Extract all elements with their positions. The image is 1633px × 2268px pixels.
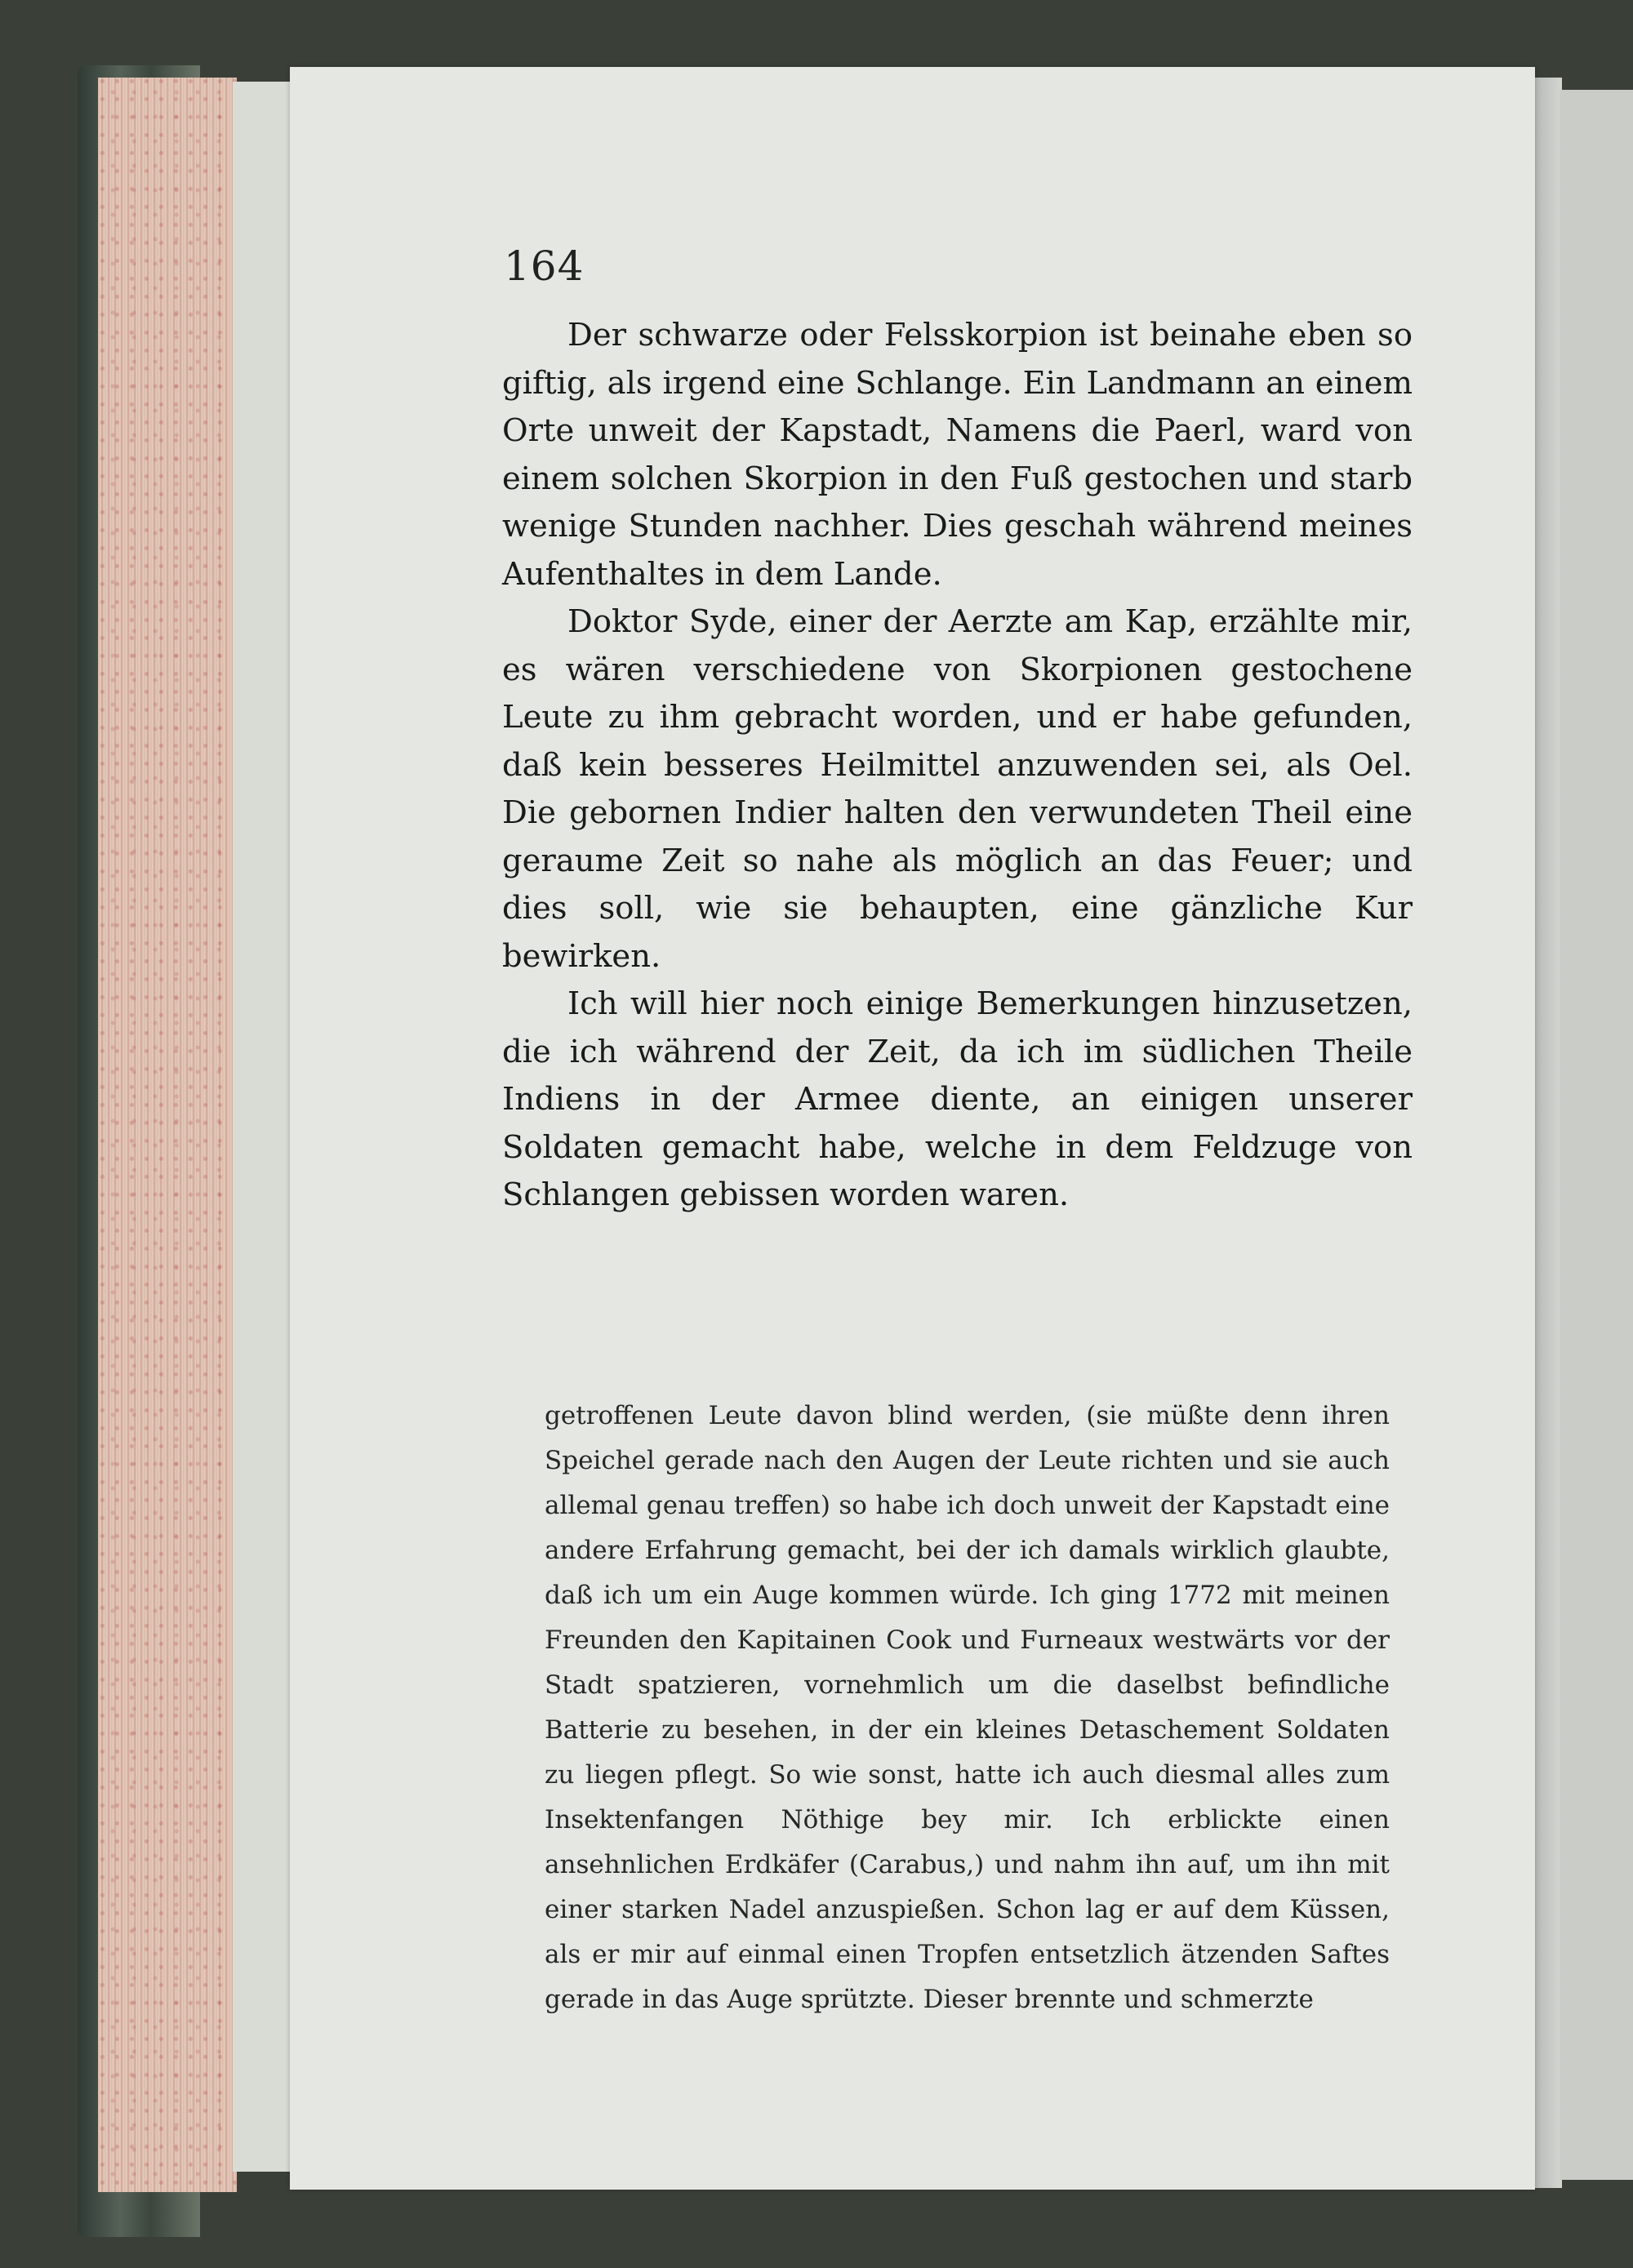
- facing-page-edge: [1560, 90, 1633, 2180]
- paragraph-2: Doktor Syde, einer der Aerzte am Kap, erzählte mir, es wären verschiedene von Skorpionen gestochene Leute zu ihm gebracht worden, und er habe gefunden, daß kein besseres Heilmittel anzuwenden sei, als Oel. Die gebornen Indier halten den verwundeten Theil eine geraume Zeit so nahe als möglich an das Feuer; und dies soll, wie sie behaupten, eine gänzliche Kur bewirken.: [502, 603, 1413, 975]
- underlying-page: [233, 82, 298, 2172]
- page-number: 164: [504, 242, 585, 290]
- footnote-text: getroffenen Leute davon blind werden, (sie müßte denn ihren Speichel gerade nach den Augen der Leute richten und sie auch allemal genau treffen) so habe ich doch unweit der Kapstadt eine andere Erfahrung gemacht, bei der ich damals wirklich glaubte, daß ich um ein Auge kommen würde. Ich ging 1772 mit meinen Freunden den Kapitainen Cook und Furneaux westwärts vor der Stadt spatzieren, vornehmlich um die daselbst befindliche Batterie zu besehen, in der ein kleines Detaschement Soldaten zu liegen pflegt. So wie sonst, hatte ich auch diesmal alles zum Insektenfangen Nöthige bey mir. Ich erblickte einen ansehnlichen Erdkäfer (Carabus,) und nahm ihn auf, um ihn mit einer starken Nadel anzuspießen. Schon lag er auf dem Küssen, als er mir auf einmal einen Tropfen entsetzlich ätzenden Saftes gerade in das Auge sprützte. Dieser brennte und schmerzte: [545, 1401, 1390, 2014]
- footnote: [545, 1394, 1390, 2022]
- paragraph-3: Ich will hier noch einige Bemerkungen hinzusetzen, die ich während der Zeit, da ich im südlichen Theile Indiens in der Armee diente, an einigen unserer Soldaten gemacht habe, welche in dem Feldzuge von Schlangen gebissen worden waren.: [502, 985, 1413, 1213]
- main-text: [502, 312, 1413, 1220]
- book-page: [290, 67, 1535, 2190]
- page-edges: [98, 78, 237, 2192]
- paragraph-1: Der schwarze oder Felsskorpion ist beinahe eben so giftig, als irgend eine Schlange. Ein Landmann an einem Orte unweit der Kapstadt, Namens die Paerl, ward von einem solchen Skorpion in den Fuß gestochen und starb wenige Stunden nachher. Dies geschah während meines Aufenthaltes in dem Lande.: [502, 317, 1413, 593]
- gutter-shadow: [1533, 78, 1562, 2188]
